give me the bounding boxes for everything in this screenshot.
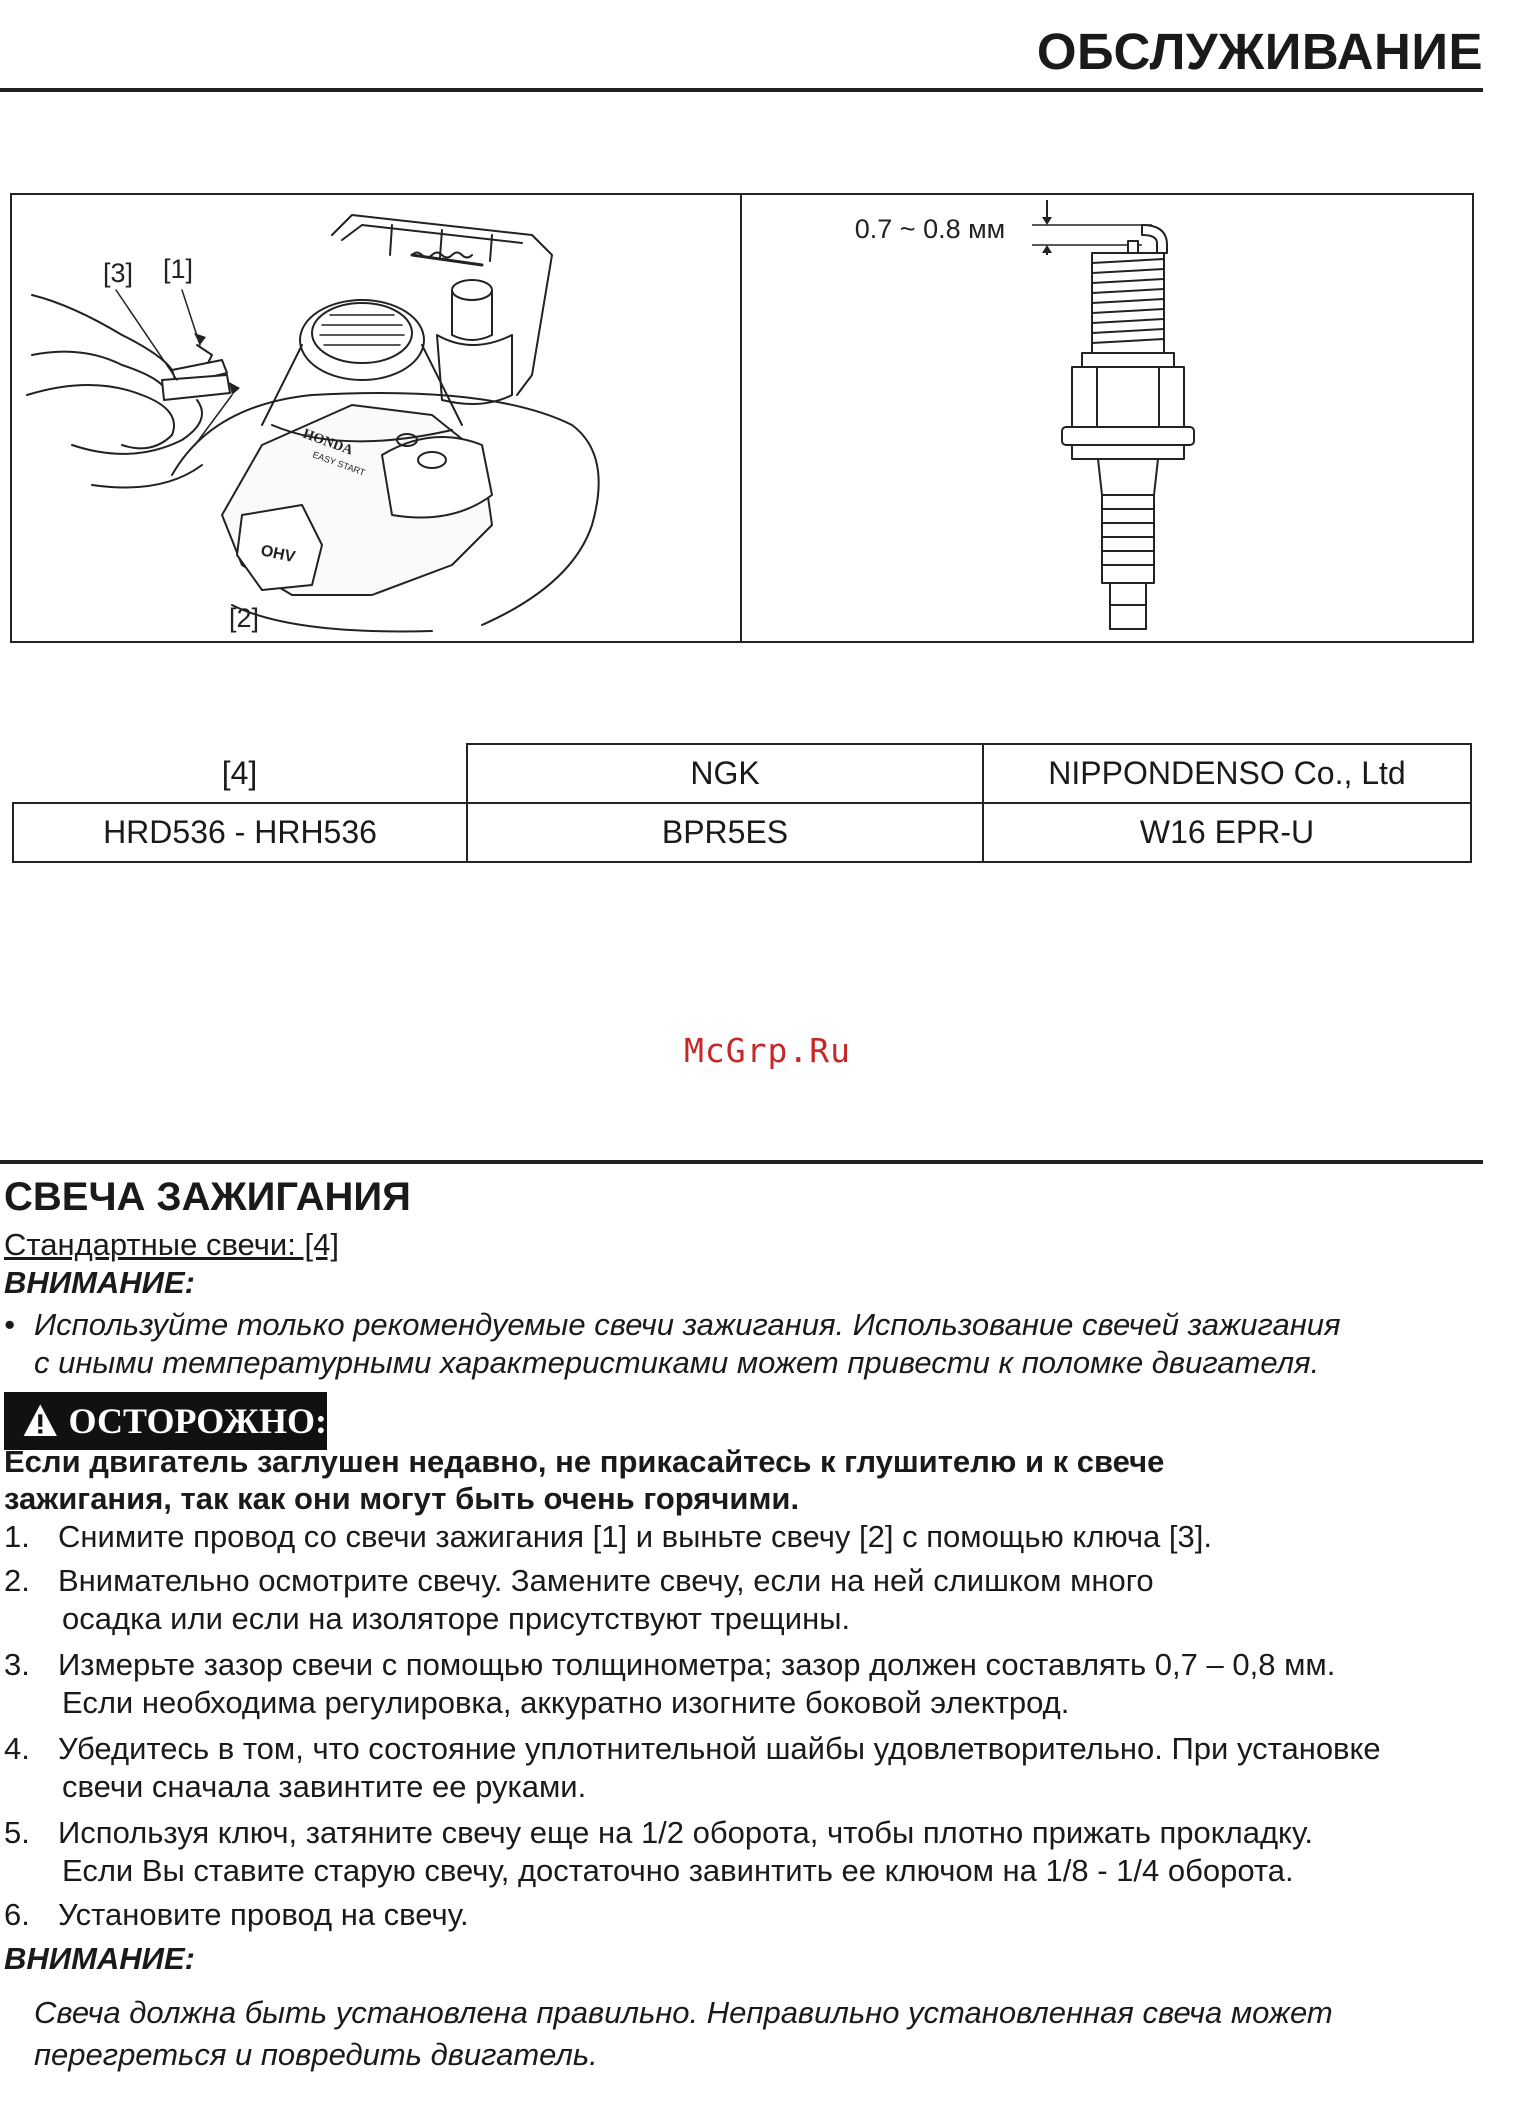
section-rule xyxy=(0,1160,1483,1164)
engine-sub-text: EASY START xyxy=(311,449,367,478)
step-text: Внимательно осмотрите свечу. Замените свечу, если на ней слишком много xyxy=(58,1563,1154,1598)
section-title: СВЕЧА ЗАЖИГАНИЯ xyxy=(4,1175,411,1219)
step-2 xyxy=(4,1562,1154,1600)
step-4 xyxy=(4,1730,1381,1768)
plug-table-cell: HRD536 - HRH536 xyxy=(13,803,467,862)
notice-line-1 xyxy=(4,1306,1341,1344)
plug-table-cell: W16 EPR-U xyxy=(983,803,1471,862)
notice-text-1: Используйте только рекомендуемые свечи зажигания. Использование свечей зажигания xyxy=(34,1307,1341,1342)
plug-table-header-cell: [4] xyxy=(13,744,467,803)
engine-badge-text: OHV xyxy=(259,542,297,567)
page-title: ОБСЛУЖИВАНИЕ xyxy=(1036,23,1483,80)
plug-table-header-cell: NIPPONDENSO Co., Ltd xyxy=(983,744,1471,803)
step-number: 2. xyxy=(4,1563,30,1598)
step-text: Установите провод на свечу. xyxy=(58,1897,469,1932)
plug-table-header-row xyxy=(13,744,1471,803)
step-5 xyxy=(4,1814,1313,1852)
engine-brand-text: HONDA xyxy=(300,426,355,459)
engine-illustration xyxy=(12,195,740,641)
plug-table-cell: BPR5ES xyxy=(467,803,983,862)
warning-line-1: Если двигатель заглушен недавно, не прикасайтесь к глушителю и к свече xyxy=(4,1444,1165,1479)
callout-3: [3] xyxy=(102,258,134,288)
warning-line-2: зажигания, так как они могут быть очень горячими. xyxy=(4,1481,800,1516)
step-3 xyxy=(4,1646,1335,1684)
step-number: 1. xyxy=(4,1519,30,1554)
step-number: 5. xyxy=(4,1815,30,1850)
watermark: McGrp.Ru xyxy=(684,1031,851,1070)
step-3-cont: Если необходима регулировка, аккуратно изогните боковой электрод. xyxy=(62,1685,1070,1720)
standard-plugs-line: Стандартные свечи: [4] xyxy=(4,1227,339,1262)
step-1 xyxy=(4,1518,1212,1556)
notice-label: ВНИМАНИЕ: xyxy=(4,1265,195,1300)
callout-1: [1] xyxy=(162,254,194,284)
step-6 xyxy=(4,1896,469,1934)
step-4-cont: свечи сначала завинтите ее руками. xyxy=(62,1769,587,1804)
spark-plug-illustration xyxy=(742,195,1472,641)
step-text: Измерьте зазор свечи с помощью толщинометра; зазор должен составлять 0,7 – 0,8 мм. xyxy=(58,1647,1336,1682)
notice-2-line-2: перегреться и повредить двигатель. xyxy=(34,2037,598,2072)
warning-label: ОСТОРОЖНО: xyxy=(68,1401,327,1441)
notice-2-label: ВНИМАНИЕ: xyxy=(4,1941,195,1976)
step-number: 4. xyxy=(4,1731,30,1766)
plug-table xyxy=(12,743,1472,863)
header-rule xyxy=(0,88,1483,92)
notice-2-line-1: Свеча должна быть установлена правильно. Неправильно установленная свеча может xyxy=(34,1995,1333,2030)
warning-badge xyxy=(4,1392,327,1450)
step-text: Убедитесь в том, что состояние уплотнительной шайбы удовлетворительно. При установке xyxy=(58,1731,1381,1766)
callout-2: [2] xyxy=(228,603,260,633)
notice-line-2: с иными температурными характеристиками может привести к поломке двигателя. xyxy=(34,1345,1320,1380)
step-number: 6. xyxy=(4,1897,30,1932)
notice-bullet: • xyxy=(4,1307,15,1342)
plug-table-header-cell: NGK xyxy=(467,744,983,803)
step-number: 3. xyxy=(4,1647,30,1682)
plug-table-row xyxy=(13,803,1471,862)
warning-triangle-icon xyxy=(22,1399,59,1443)
gap-label: 0.7 ~ 0.8 мм xyxy=(854,214,1006,244)
step-2-cont: осадка или если на изоляторе присутствуют трещины. xyxy=(62,1601,851,1636)
step-5-cont: Если Вы ставите старую свечу, достаточно завинтить ее ключом на 1/8 - 1/4 оборота. xyxy=(62,1853,1294,1888)
step-text: Снимите провод со свечи зажигания [1] и выньте свечу [2] с помощью ключа [3]. xyxy=(58,1519,1212,1554)
step-text: Используя ключ, затяните свечу еще на 1/2 оборота, чтобы плотно прижать прокладку. xyxy=(58,1815,1313,1850)
